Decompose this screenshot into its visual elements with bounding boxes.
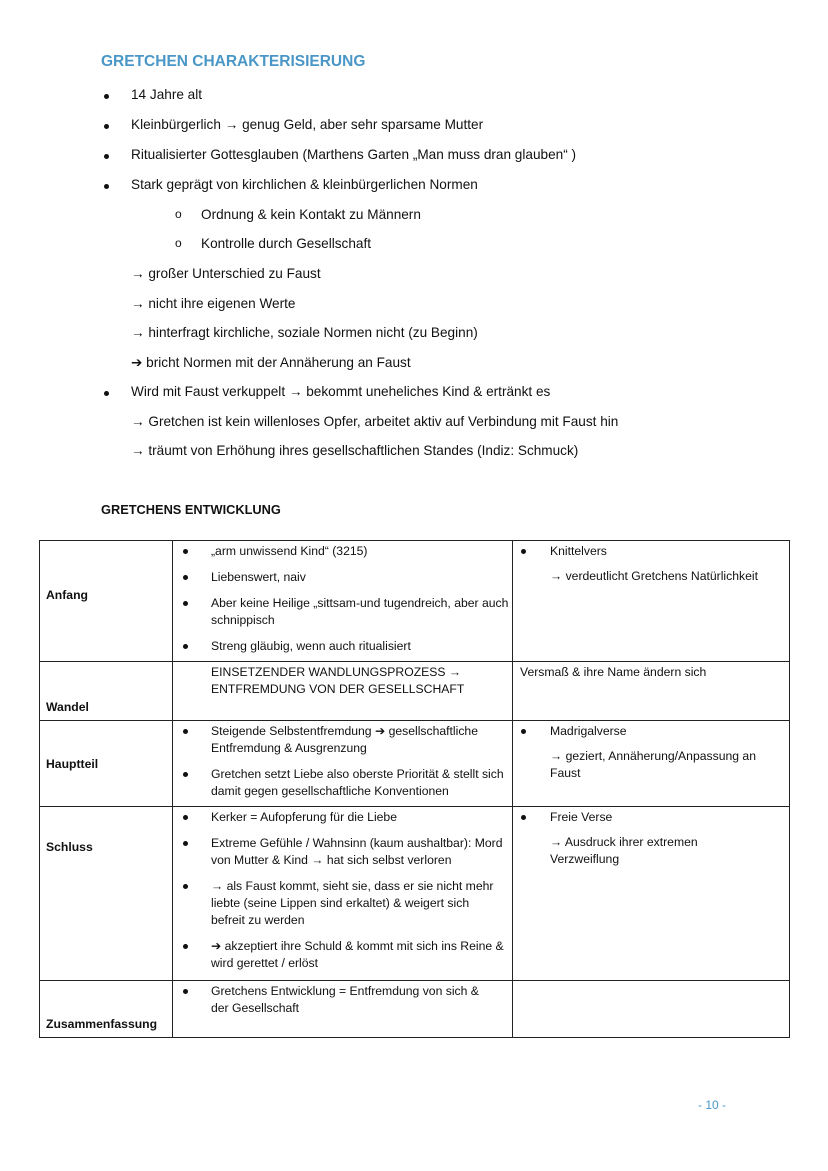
verse-cell	[513, 541, 790, 662]
verse-explanation: → geziert, Annäherung/Anpassung an Faust	[550, 749, 756, 780]
bullet-text: Kleinbürgerlich → genug Geld, aber sehr sparsame Mutter	[131, 117, 484, 132]
verse-explanation: → verdeutlicht Gretchens Natürlichkeit	[550, 569, 758, 583]
bullet-dot	[104, 154, 109, 159]
table-row	[40, 541, 790, 662]
arrow-line: ➔ bricht Normen mit der Annäherung an Faust	[131, 355, 411, 370]
verse-cell	[513, 721, 790, 807]
bullet-dot	[104, 184, 109, 189]
list-item: „arm unwissend Kind“ (3215)	[173, 543, 512, 560]
content-cell	[173, 721, 513, 807]
row-label: Zusammenfassung	[40, 981, 173, 1038]
list-item: Kerker = Aufopferung für die Liebe	[173, 809, 504, 826]
bullet-text: Stark geprägt von kirchlichen & kleinbürgerlichen Normen	[131, 177, 478, 192]
content-cell	[173, 981, 513, 1038]
arrow-line: → träumt von Erhöhung ihres gesellschaftlichen Standes (Indiz: Schmuck)	[131, 443, 579, 458]
verse-type: Freie Verse	[513, 809, 789, 826]
bullet-text: 14 Jahre alt	[131, 87, 203, 102]
list-item: Gretchen setzt Liebe also oberste Priorität & stellt sich damit gegen gesellschaftliche Konventionen	[173, 766, 512, 800]
row-label: Wandel	[40, 662, 173, 721]
list-item: ➔ akzeptiert ihre Schuld & kommt mit sich ins Reine & wird gerettet / erlöst	[173, 938, 504, 972]
list-item: Aber keine Heilige „sittsam-und tugendreich, aber auch schnippisch	[173, 595, 512, 629]
content-cell	[173, 541, 513, 662]
list-item: Steigende Selbstentfremdung ➔ gesellschaftliche Entfremdung & Ausgrenzung	[173, 723, 512, 757]
transition-text: EINSETZENDER WANDLUNGSPROZESS → ENTFREMDUNG VON DER GESELLSCHAFT	[211, 665, 465, 696]
verse-type: Madrigalverse	[513, 723, 789, 740]
subitem-text: Ordnung & kein Kontakt zu Männern	[201, 207, 421, 222]
circle-bullet: o	[175, 207, 182, 221]
bullet-text: Ritualisierter Gottesglauben (Marthens Garten „Man muss dran glauben“ )	[131, 147, 577, 162]
circle-bullet: o	[175, 236, 182, 250]
table-row	[40, 807, 790, 981]
row-label: Anfang	[40, 541, 173, 662]
bullet-dot	[104, 391, 109, 396]
development-table	[39, 540, 790, 1038]
arrow-line: → großer Unterschied zu Faust	[131, 266, 321, 281]
arrow-line: → hinterfragt kirchliche, soziale Normen nicht (zu Beginn)	[131, 325, 478, 340]
arrow-line: → nicht ihre eigenen Werte	[131, 296, 296, 311]
list-item: Streng gläubig, wenn auch ritualisiert	[173, 638, 512, 655]
row-label: Schluss	[40, 807, 173, 981]
section-title: GRETCHENS ENTWICKLUNG	[101, 502, 281, 517]
bullet-text: Wird mit Faust verkuppelt → bekommt uneheliches Kind & ertränkt es	[131, 384, 551, 399]
verse-type: Knittelvers	[513, 543, 789, 560]
list-item: Extreme Gefühle / Wahnsinn (kaum aushaltbar): Mord von Mutter & Kind → hat sich selbst verloren	[173, 835, 504, 869]
verse-cell	[513, 807, 790, 981]
bullet-dot	[104, 94, 109, 99]
subitem-text: Kontrolle durch Gesellschaft	[201, 236, 372, 251]
verse-cell	[513, 662, 790, 721]
list-item: Liebenswert, naiv	[173, 569, 512, 586]
table-row	[40, 981, 790, 1038]
table-row	[40, 662, 790, 721]
content-cell	[173, 662, 513, 721]
table-row	[40, 721, 790, 807]
page-title: GRETCHEN CHARAKTERISIERUNG	[101, 53, 366, 70]
bullet-dot	[104, 124, 109, 129]
page-number: - 10 -	[698, 1098, 727, 1112]
content-cell	[173, 807, 513, 981]
list-item: Gretchens Entwicklung = Entfremdung von sich & der Gesellschaft	[173, 983, 492, 1017]
verse-cell	[513, 981, 790, 1038]
verse-explanation: → Ausdruck ihrer extremen Verzweiflung	[550, 835, 698, 866]
arrow-line: → Gretchen ist kein willenloses Opfer, arbeitet aktiv auf Verbindung mit Faust hin	[131, 414, 619, 429]
list-item: → als Faust kommt, sieht sie, dass er sie nicht mehr liebte (seine Lippen sind erkaltet) & weigert sich befreit zu werden	[173, 878, 504, 929]
verse-explanation: Versmaß & ihre Name ändern sich	[520, 665, 707, 679]
row-label: Hauptteil	[40, 721, 173, 807]
